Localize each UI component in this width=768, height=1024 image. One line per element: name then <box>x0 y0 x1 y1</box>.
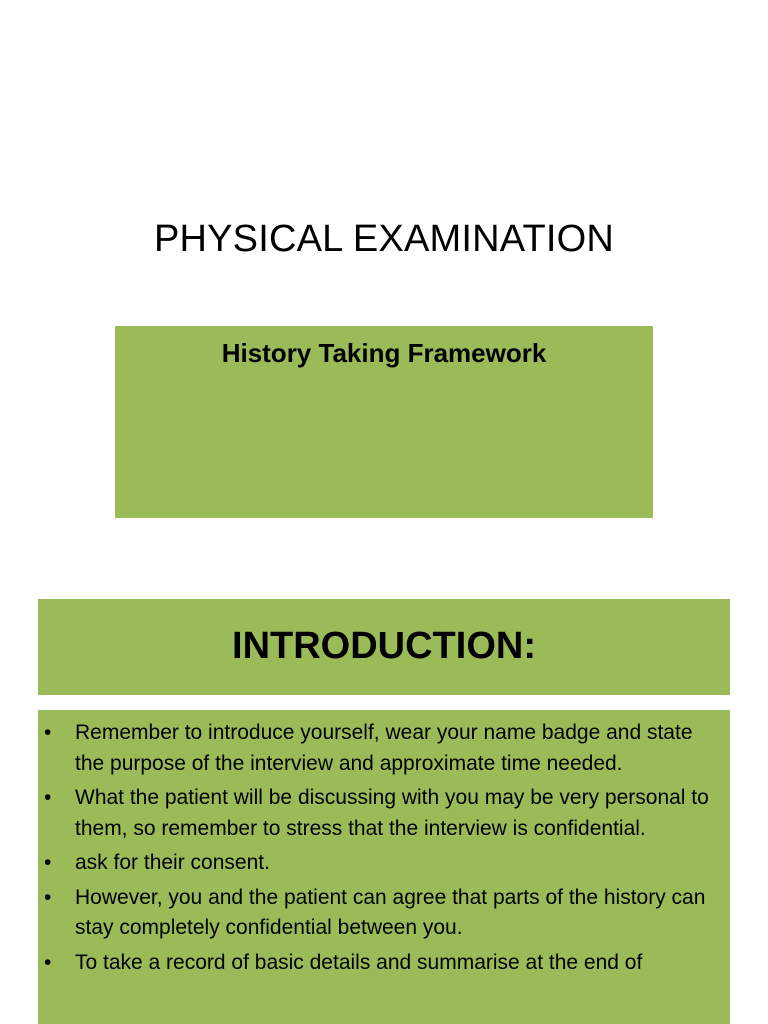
bullet-item <box>38 718 710 779</box>
bullet-icon: • <box>44 950 52 974</box>
bullet-text: Remember to introduce yourself, wear your name badge and state the purpose of the interview and approximate time needed. <box>75 721 693 775</box>
slide-subtitle: History Taking Framework <box>221 338 547 368</box>
bullet-text: However, you and the patient can agree that parts of the history can stay completely confidential between you. <box>75 885 706 939</box>
bullet-text: What the patient will be discussing with you may be very personal to them, so remember to stress that the interview is confidential. <box>75 786 709 840</box>
bullet-list <box>38 710 730 978</box>
bullet-item <box>38 783 710 844</box>
introduction-content-box <box>38 710 730 1024</box>
bullet-text: To take a record of basic details and summarise at the end of <box>75 950 643 974</box>
bullet-item <box>38 883 710 944</box>
bullet-item <box>38 848 710 879</box>
bullet-icon: • <box>44 885 52 909</box>
introduction-heading-box <box>38 599 730 695</box>
bullet-text: ask for their consent. <box>75 851 270 874</box>
bullet-icon: • <box>44 721 52 744</box>
bullet-icon: • <box>44 786 52 809</box>
slide-title: PHYSICAL EXAMINATION <box>153 218 615 260</box>
bullet-item <box>38 948 710 979</box>
bullet-icon: • <box>44 851 52 874</box>
introduction-heading: INTRODUCTION: <box>232 625 536 667</box>
subtitle-box <box>115 326 653 518</box>
